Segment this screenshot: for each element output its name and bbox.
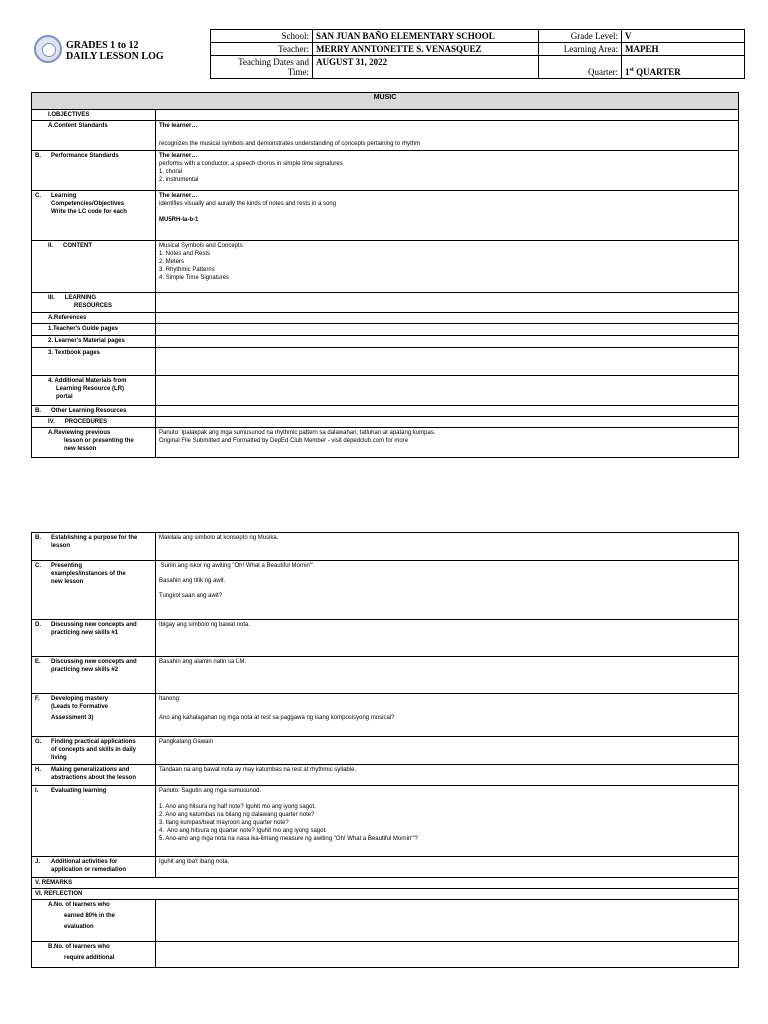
additional-activities-label: J. Additional activities for application or remediation bbox=[32, 857, 156, 878]
evaluating-line-5: 4. Ano ang hitsura ng quarter note? Iguhit mo ang iyong sagot. bbox=[159, 828, 327, 834]
references-content bbox=[156, 313, 739, 324]
objectives-label: I.OBJECTIVES bbox=[32, 110, 156, 121]
eighty-percent-label: A.No. of learners who earned 80% in the evaluation bbox=[32, 900, 156, 942]
evaluating-line-2: 1. Ano ang hitsura ng half note? Iguhit mo ang iyong sagot. bbox=[159, 804, 316, 810]
additional-activities-content bbox=[156, 857, 739, 878]
practical-applications-content bbox=[156, 737, 739, 765]
reflection-label: VI. REFLECTION bbox=[32, 889, 739, 900]
practical-applications-label: G. Finding practical applications of concepts and skills in daily living bbox=[32, 737, 156, 765]
competencies-line-2: identifies visually and aurally the kinds of notes and rests in a song bbox=[159, 201, 337, 207]
evaluating-line-4: 3. Ilang kumpas/beat mayroon ang quarter note? bbox=[159, 820, 289, 826]
discussing-1-content bbox=[156, 620, 739, 657]
mastery-line-2: Ano ang kahalagahan ng mga nota at rest sa paggawa ng isang komposisyong musical? bbox=[159, 715, 395, 721]
other-resources-label: B. Other Learning Resources bbox=[32, 406, 156, 417]
content-content bbox=[156, 241, 739, 293]
performance-standards-line-1: The learner… bbox=[159, 153, 198, 159]
deped-logo bbox=[34, 35, 62, 63]
purpose-line-1: Makilala ang simbolo at konsepto ng Musika. bbox=[159, 535, 279, 541]
other-resources-content bbox=[156, 406, 739, 417]
additional-materials-label: 4. Additional Materials from Learning Resource (LR) portal bbox=[32, 376, 156, 406]
competencies-content bbox=[156, 191, 739, 241]
quarter-text: QUARTER bbox=[633, 67, 681, 77]
teaching-dates-label bbox=[211, 56, 313, 79]
objectives-content bbox=[156, 110, 739, 121]
textbook-pages-content bbox=[156, 348, 739, 376]
evaluating-content bbox=[156, 786, 739, 857]
school-value: SAN JUAN BAÑO ELEMENTARY SCHOOL bbox=[313, 30, 539, 43]
additional-materials-content bbox=[156, 376, 739, 406]
discussing-1-label: D. Discussing new concepts and practicing new skills #1 bbox=[32, 620, 156, 657]
discussing-1-line-1: Ibigay ang simbolo ng bawat nota. bbox=[159, 622, 251, 628]
learning-resources-label: III. LEARNING RESOURCES bbox=[32, 293, 156, 313]
evaluating-line-1: Panuto: Sagutin ang mga sumusunod. bbox=[159, 788, 262, 794]
purpose-label: B. Establishing a purpose for the lesson bbox=[32, 533, 156, 561]
remarks-label: V. REMARKS bbox=[32, 878, 739, 889]
procedures-content bbox=[156, 417, 739, 428]
generalizations-content bbox=[156, 765, 739, 786]
developing-mastery-content bbox=[156, 694, 739, 737]
presenting-line-3: Tungkol saan ang awit? bbox=[159, 593, 223, 599]
performance-standards-line-2: performs with a conductor, a speech chorus in simple time signatures bbox=[159, 161, 343, 167]
learners-material-label: 2. Learner's Material pages bbox=[32, 336, 156, 348]
quarter-suffix: st bbox=[629, 67, 634, 73]
generalizations-line-1: Tandaan na ang bawat nota ay may katumbas na rest at rhythmic syllable. bbox=[159, 767, 357, 773]
performance-standards-line-4: 2. instrumental bbox=[159, 177, 199, 183]
teacher-value: MERRY ANNTONETTE S. VENASQUEZ bbox=[313, 43, 539, 56]
mastery-line-1: Itanong: bbox=[159, 696, 181, 702]
lesson-log-table-page-2 bbox=[31, 532, 739, 968]
content-line-3: 2. Meters bbox=[159, 259, 185, 265]
references-label: A.References bbox=[32, 313, 156, 324]
learners-material-content bbox=[156, 336, 739, 348]
presenting-content bbox=[156, 561, 739, 620]
school-label: School: bbox=[211, 30, 313, 43]
purpose-content bbox=[156, 533, 739, 561]
presenting-line-1: Suriin ang iskor ng awiting "Oh! What a Beautiful Mornin'". bbox=[159, 563, 315, 569]
discussing-2-label: E. Discussing new concepts and practicing new skills #2 bbox=[32, 657, 156, 694]
presenting-label: C. Presenting examples/instances of the new lesson bbox=[32, 561, 156, 620]
reviewing-line-2: Original File Submitted and Formatted by DepEd Club Member - visit depedclub.com for more bbox=[159, 438, 409, 444]
content-standards-line-1: The learner… bbox=[159, 123, 198, 129]
grade-level-value: V bbox=[622, 30, 745, 43]
additional-activities-line-1: Iguhit ang iba't ibang nota. bbox=[159, 859, 230, 865]
learning-area-label: Learning Area: bbox=[539, 43, 622, 56]
section-title-music: MUSIC bbox=[32, 93, 739, 110]
lesson-log-table-page-1 bbox=[31, 92, 739, 458]
quarter-number: 1 bbox=[625, 67, 630, 77]
developing-mastery-label: F. Developing mastery (Leads to Formative Assessment 3) bbox=[32, 694, 156, 737]
eighty-percent-content bbox=[156, 900, 739, 942]
teaching-dates-value: AUGUST 31, 2022 bbox=[313, 56, 539, 79]
teachers-guide-label: 1.Teacher's Guide pages bbox=[32, 324, 156, 336]
discussing-2-content bbox=[156, 657, 739, 694]
presenting-line-2: Basahin ang titik ng awit. bbox=[159, 578, 226, 584]
learning-area-value: MAPEH bbox=[622, 43, 745, 56]
content-line-4: 3. Rhythmic Patterns bbox=[159, 267, 215, 273]
content-standards-line-2: recognizes the musical symbols and demonstrates understanding of concepts pertaining to rhythm bbox=[159, 141, 421, 147]
evaluating-line-3: 2. Ano ang katumbas na bilang ng dalawang quarter note? bbox=[159, 812, 315, 818]
quarter-value bbox=[622, 56, 745, 79]
content-standards-content bbox=[156, 121, 739, 151]
quarter-label: Quarter: bbox=[539, 56, 622, 79]
performance-standards-content bbox=[156, 151, 739, 191]
evaluating-label: I. Evaluating learning bbox=[32, 786, 156, 857]
content-line-1: Musical Symbols and Concepts bbox=[159, 243, 243, 249]
teachers-guide-content bbox=[156, 324, 739, 336]
performance-standards-label: B. Performance Standards bbox=[32, 151, 156, 191]
teaching-dates-label-2: Time: bbox=[287, 67, 309, 77]
content-standards-label: A.Content Standards bbox=[32, 121, 156, 151]
document-title bbox=[66, 40, 164, 62]
require-additional-content bbox=[156, 942, 739, 968]
content-line-5: 4. Simple Time Signatures bbox=[159, 275, 230, 281]
reviewing-label: A.Reviewing previous lesson or presenting the new lesson bbox=[32, 428, 156, 458]
textbook-pages-label: 3. Textbook pages bbox=[32, 348, 156, 376]
learning-resources-content bbox=[156, 293, 739, 313]
discussing-2-line-1: Basahin ang alamin natin sa LM. bbox=[159, 659, 247, 665]
content-line-2: 1. Notes and Rests bbox=[159, 251, 211, 257]
generalizations-label: H. Making generalizations and abstractions about the lesson bbox=[32, 765, 156, 786]
competencies-label: C. Learning Competencies/Objectives Write the LC code for each bbox=[32, 191, 156, 241]
evaluating-line-6: 5. Ano-ano ang mga nota na nasa ika-limang measure ng awiting "Oh! What a Beautiful Mornin'"? bbox=[159, 836, 418, 842]
performance-standards-line-3: 1. choral bbox=[159, 169, 183, 175]
competency-code: MU5RH-Ia-b-1 bbox=[159, 217, 199, 223]
competencies-line-1: The learner… bbox=[159, 193, 198, 199]
title-line-2: DAILY LESSON LOG bbox=[66, 51, 164, 62]
title-line-1: GRADES 1 to 12 bbox=[66, 40, 139, 51]
practical-line-1: Pangkatang Gawain bbox=[159, 739, 214, 745]
content-label: II. CONTENT bbox=[32, 241, 156, 293]
reviewing-content bbox=[156, 428, 739, 458]
teacher-label: Teacher: bbox=[211, 43, 313, 56]
grade-level-label: Grade Level: bbox=[539, 30, 622, 43]
header-info-table bbox=[210, 29, 745, 79]
reviewing-line-1: Panuto: Ipalakpak ang mga sumusunod na rhythmic pattern sa dalawahan, tatluhan at apatang kumpas. bbox=[159, 430, 436, 436]
require-additional-label: B.No. of learners who require additional bbox=[32, 942, 156, 968]
procedures-label: IV. PROCEDURES bbox=[32, 417, 156, 428]
teaching-dates-label-1: Teaching Dates and bbox=[238, 57, 309, 67]
